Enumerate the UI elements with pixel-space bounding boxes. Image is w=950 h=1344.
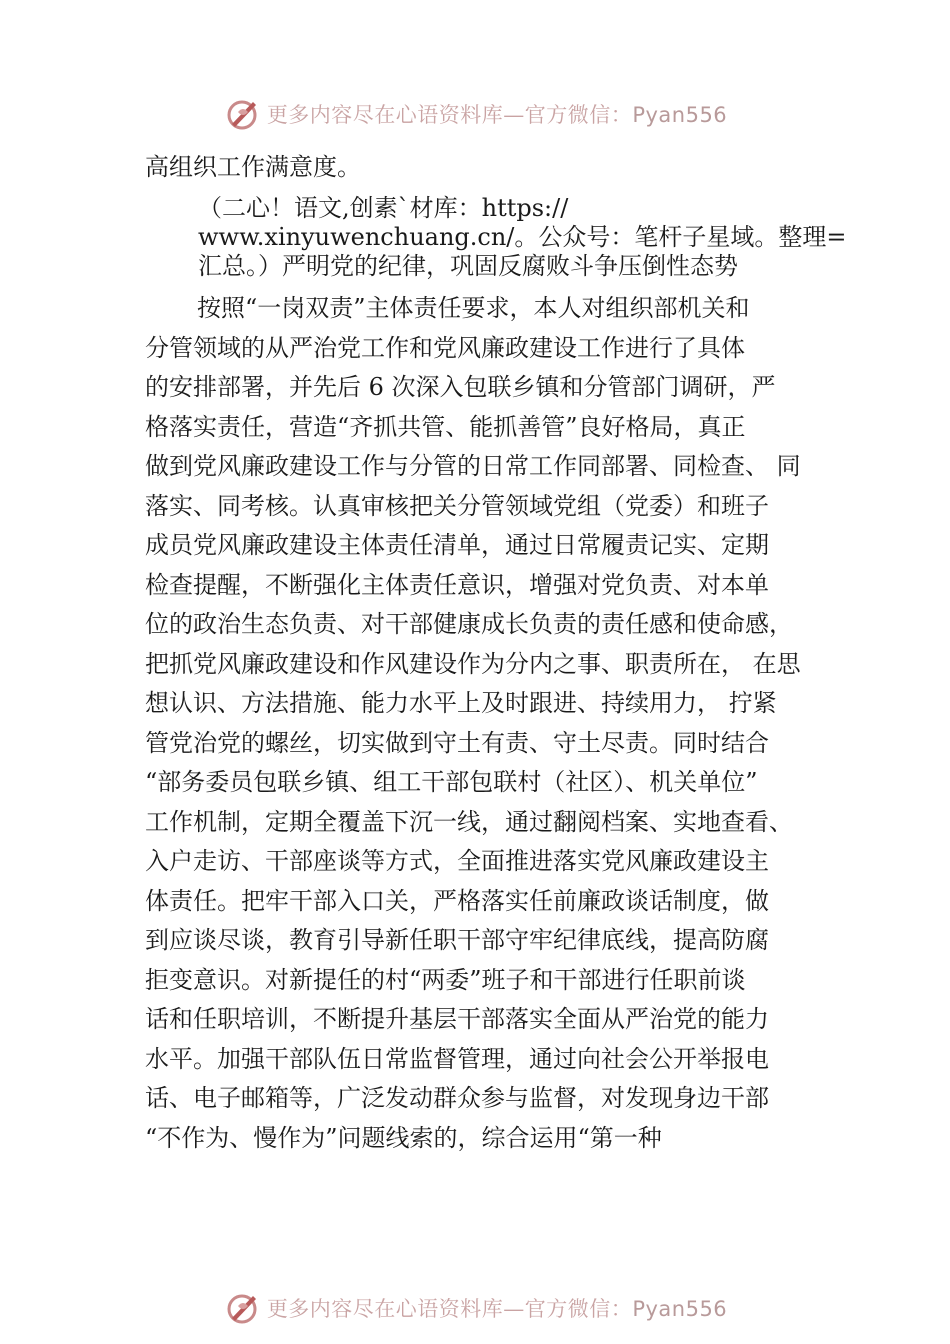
main-paragraph bbox=[145, 289, 805, 1158]
paragraph-line: 落实、同考核。认真审核把关分管领域党组（党委）和班子 bbox=[145, 491, 769, 520]
paragraph-line: 体责任。把牢干部入口关，严格落实任前廉政谈话制度，做 bbox=[145, 886, 769, 915]
paragraph-line: 按照“一岗双责”主体责任要求，本人对组织部机关和 bbox=[197, 294, 750, 322]
paragraph-line: 工作机制，定期全覆盖下沉一线，通过翻阅档案、实地查看、 bbox=[145, 807, 793, 836]
paragraph-line: 成员党风廉政建设主体责任清单，通过日常履责记实、定期 bbox=[145, 531, 769, 559]
paragraph-line: 格落实责任，营造“齐抓共管、能抓善管”良好格局，真正 bbox=[145, 412, 746, 441]
paragraph-line: 水平。加强干部队伍日常监督管理，通过向社会公开举报电 bbox=[145, 1044, 769, 1073]
source-note bbox=[198, 194, 847, 281]
paragraph-line: 话、电子邮箱等，广泛发动群众参与监督，对发现身边干部 bbox=[145, 1084, 769, 1112]
note-line: www.xinyuwenchuang.cn/。公众号：笔杆子星域。整理= bbox=[198, 223, 847, 251]
paragraph-line: 分管领域的从严治党工作和党风廉政建设工作进行了具体 bbox=[145, 333, 745, 362]
paragraph-line: 到应谈尽谈，教育引导新任职干部守牢纪律底线，提高防腐 bbox=[145, 926, 769, 954]
watermark-text: 更多内容尽在心语资料库—官方微信：Pyan556 bbox=[266, 103, 728, 127]
paragraph-line: 话和任职培训，不断提升基层干部落实全面从严治党的能力 bbox=[145, 1005, 769, 1033]
paragraph-line: 位的政治生态负责、对干部健康成长负责的责任感和使命感， bbox=[145, 610, 793, 638]
note-line: 汇总。）严明党的纪律，巩固反腐败斗争压倒性态势 bbox=[198, 252, 738, 280]
note-line: （二心！语文,创素`材库：https:// bbox=[198, 194, 569, 222]
continuation-line: 高组织工作满意度。 bbox=[145, 153, 361, 181]
paragraph-line: 检查提醒，不断强化主体责任意识，增强对党负责、对本单 bbox=[145, 570, 769, 599]
paragraph-line: “不作为、慢作为”问题线索的，综合运用“第一种 bbox=[145, 1123, 662, 1152]
pen-flower-logo-icon bbox=[223, 1288, 263, 1328]
watermark-banner-top bbox=[0, 94, 950, 134]
paragraph-line: “部务委员包联乡镇、组工干部包联村（社区）、机关单位” bbox=[145, 768, 758, 796]
paragraph-line: 把抓党风廉政建设和作风建设作为分内之事、职责所在， 在思 bbox=[145, 649, 801, 678]
paragraph-line: 的安排部署，并先后 6 次深入包联乡镇和分管部门调研，严 bbox=[145, 373, 776, 401]
paragraph-line: 管党治党的螺丝，切实做到守土有责、守土尽责。同时结合 bbox=[145, 728, 769, 757]
paragraph-line: 做到党风廉政建设工作与分管的日常工作同部署、同检查、 同 bbox=[145, 452, 801, 480]
paragraph-line: 想认识、方法措施、能力水平上及时跟进、持续用力， 拧紧 bbox=[145, 689, 777, 717]
watermark-text: 更多内容尽在心语资料库—官方微信：Pyan556 bbox=[266, 1297, 728, 1321]
pen-flower-logo-icon bbox=[223, 94, 263, 134]
document-body bbox=[145, 148, 805, 188]
paragraph-line: 拒变意识。对新提任的村“两委”班子和干部进行任职前谈 bbox=[145, 965, 746, 994]
watermark-banner-bottom bbox=[0, 1288, 950, 1328]
paragraph-line: 入户走访、干部座谈等方式，全面推进落实党风廉政建设主 bbox=[145, 847, 769, 875]
